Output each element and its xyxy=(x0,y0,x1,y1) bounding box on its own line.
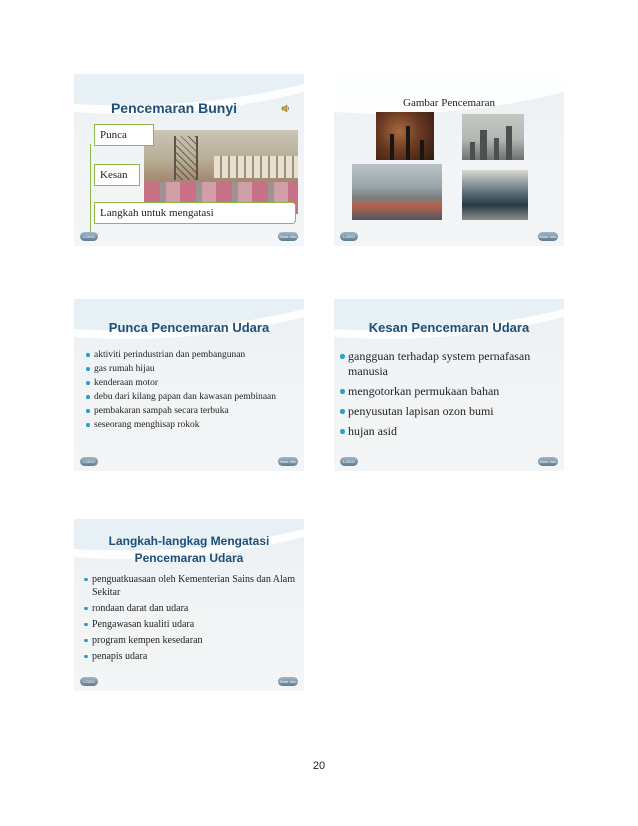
bullet-icon xyxy=(86,353,90,357)
bullet-icon xyxy=(340,409,345,414)
logo-badge: LOGO xyxy=(340,232,358,241)
bullet-icon xyxy=(84,655,88,659)
logo-badge: LOGO xyxy=(80,457,98,466)
bullet-icon xyxy=(86,381,90,385)
list-item: seseorang menghisap rokok xyxy=(86,419,301,432)
bullet-list xyxy=(340,349,562,444)
list-item: Pengawasan kualiti udara xyxy=(84,618,299,631)
bullet-icon xyxy=(340,354,345,359)
slide-title: Punca Pencemaran Udara xyxy=(108,320,270,335)
slide-title-line: Pencemaran Udara xyxy=(134,551,244,565)
list-item: kenderaan motor xyxy=(86,377,301,390)
tower-structure xyxy=(174,136,198,180)
traffic-jam-photo xyxy=(352,164,442,220)
more-info-badge[interactable]: More Info xyxy=(539,234,557,239)
city-haze-photo xyxy=(462,114,524,160)
slide-title: Kesan Pencemaran Udara xyxy=(368,320,530,335)
box-langkah[interactable]: Langkah untuk mengatasi xyxy=(94,202,296,224)
logo-badge: LOGO xyxy=(80,232,98,241)
slide-pencemaran-bunyi xyxy=(74,74,304,246)
list-item: pembakaran sampah secara terbuka xyxy=(86,405,301,418)
list-item: rondaan darat dan udara xyxy=(84,602,299,615)
bullet-icon xyxy=(86,395,90,399)
bullet-icon xyxy=(86,423,90,427)
bullet-icon xyxy=(340,429,345,434)
bullet-icon xyxy=(84,639,88,643)
industrial-smoke-photo xyxy=(376,112,434,160)
logo-badge: LOGO xyxy=(80,677,98,686)
bullet-icon xyxy=(340,389,345,394)
slide-title: Pencemaran Bunyi xyxy=(110,100,238,116)
bullet-icon xyxy=(84,578,88,582)
list-item: program kempen kesedaran xyxy=(84,634,299,647)
slide-title xyxy=(74,533,304,567)
speaker-icon[interactable] xyxy=(281,104,291,113)
building xyxy=(214,156,298,178)
slide-punca-pencemaran-udara xyxy=(74,299,304,471)
list-item: penyusutan lapisan ozon bumi xyxy=(340,404,562,419)
polluted-river-photo xyxy=(462,170,528,220)
list-item: aktiviti perindustrian dan pembangunan xyxy=(86,349,301,362)
bullet-icon xyxy=(84,607,88,611)
more-info-badge[interactable]: More Info xyxy=(279,234,297,239)
list-item: hujan asid xyxy=(340,424,562,439)
bullet-icon xyxy=(84,623,88,627)
slide-gambar-pencemaran xyxy=(334,74,564,246)
box-punca[interactable]: Punca xyxy=(94,124,154,146)
bullet-icon xyxy=(86,409,90,413)
list-item: debu dari kilang papan dan kawasan pembinaan xyxy=(86,391,301,404)
more-info-badge[interactable]: More Info xyxy=(279,679,297,684)
list-item: penguatkuasaan oleh Kementerian Sains dan Alam Sekitar xyxy=(84,573,299,599)
box-kesan[interactable]: Kesan xyxy=(94,164,140,186)
more-info-badge[interactable]: More Info xyxy=(539,459,557,464)
list-item: gangguan terhadap system pernafasan manusia xyxy=(340,349,562,379)
slide-title-line: Langkah-langkag Mengatasi xyxy=(108,534,270,548)
page-number: 20 xyxy=(312,760,326,772)
bullet-list xyxy=(86,349,301,433)
more-info-badge[interactable]: More Info xyxy=(279,459,297,464)
slide-title: Gambar Pencemaran xyxy=(403,97,495,109)
list-item: penapis udara xyxy=(84,650,299,663)
logo-badge: LOGO xyxy=(340,457,358,466)
slide-langkah-mengatasi xyxy=(74,519,304,691)
bullet-icon xyxy=(86,367,90,371)
slide-kesan-pencemaran-udara xyxy=(334,299,564,471)
bullet-list xyxy=(84,573,299,666)
list-item: gas rumah hijau xyxy=(86,363,301,376)
list-item: mengotorkan permukaan bahan xyxy=(340,384,562,399)
